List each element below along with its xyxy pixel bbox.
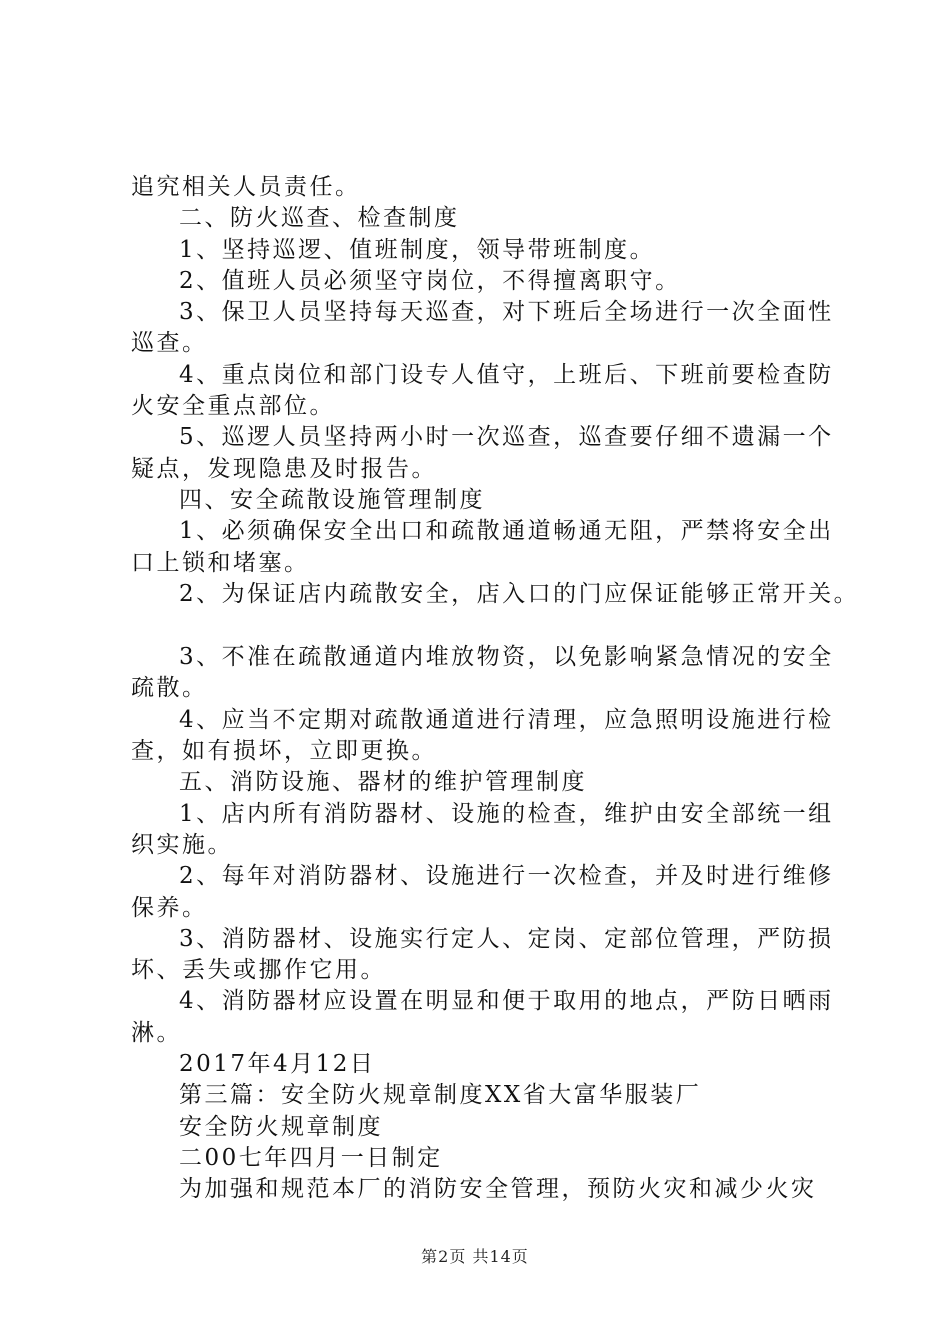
text-line: 疑点，发现隐患及时报告。 (131, 455, 437, 482)
text-line: 4、应当不定期对疏散通道进行清理，应急照明设施进行检 (179, 706, 834, 733)
text-line: 二00七年四月一日制定 (179, 1144, 443, 1171)
text-line: 追究相关人员责任。 (131, 174, 361, 200)
document-body (131, 172, 871, 1206)
text-line: 1、必须确保安全出口和疏散通道畅通无阻，严禁将安全出 (179, 518, 834, 545)
text-line: 二、防火巡查、检查制度 (179, 205, 460, 232)
text-line: 2、每年对消防器材、设施进行一次检查，并及时进行维修 (179, 863, 834, 890)
text-line: 3、消防器材、设施实行定人、定岗、定部位管理，严防损 (179, 925, 834, 952)
text-line: 口上锁和堵塞。 (131, 549, 310, 576)
text-line: 为加强和规范本厂的消防安全管理，预防火灾和减少火灾 (179, 1176, 817, 1203)
text-line: 查，如有损坏，立即更换。 (131, 738, 437, 765)
text-line: 疏散。 (131, 675, 208, 702)
text-line: 五、消防设施、器材的维护管理制度 (179, 769, 587, 796)
text-line: 3、不准在疏散通道内堆放物资，以免影响紧急情况的安全 (179, 644, 834, 671)
text-line: 第三篇：安全防火规章制度XX省大富华服装厂 (179, 1082, 702, 1109)
text-line: 2、值班人员必须坚守岗位，不得擅离职守。 (179, 267, 681, 294)
text-line: 5、巡逻人员坚持两小时一次巡查，巡查要仔细不遗漏一个 (179, 424, 834, 451)
text-line: 1、店内所有消防器材、设施的检查，维护由安全部统一组 (179, 800, 834, 827)
text-line: 坏、丢失或挪作它用。 (131, 957, 386, 984)
blank-line (131, 610, 871, 642)
text-line: 织实施。 (131, 831, 233, 858)
text-line: 1、坚持巡逻、值班制度，领导带班制度。 (179, 236, 656, 263)
text-line: 4、消防器材应设置在明显和便于取用的地点，严防日晒雨 (179, 988, 834, 1015)
text-line: 安全防火规章制度 (179, 1113, 383, 1140)
text-line: 2017年4月12日 (179, 1051, 376, 1078)
text-line: 淋。 (131, 1019, 182, 1046)
text-line: 火安全重点部位。 (131, 393, 335, 420)
text-line: 2、为保证店内疏散安全，店入口的门应保证能够正常开关。 (179, 580, 860, 607)
page-footer: 第2页 共14页 (421, 1247, 529, 1266)
text-line: 巡查。 (131, 330, 208, 357)
text-line: 3、保卫人员坚持每天巡查，对下班后全场进行一次全面性 (179, 299, 834, 326)
text-line: 四、安全疏散设施管理制度 (179, 486, 485, 513)
text-line: 4、重点岗位和部门设专人值守，上班后、下班前要检查防 (179, 361, 834, 388)
text-line: 保养。 (131, 894, 208, 921)
